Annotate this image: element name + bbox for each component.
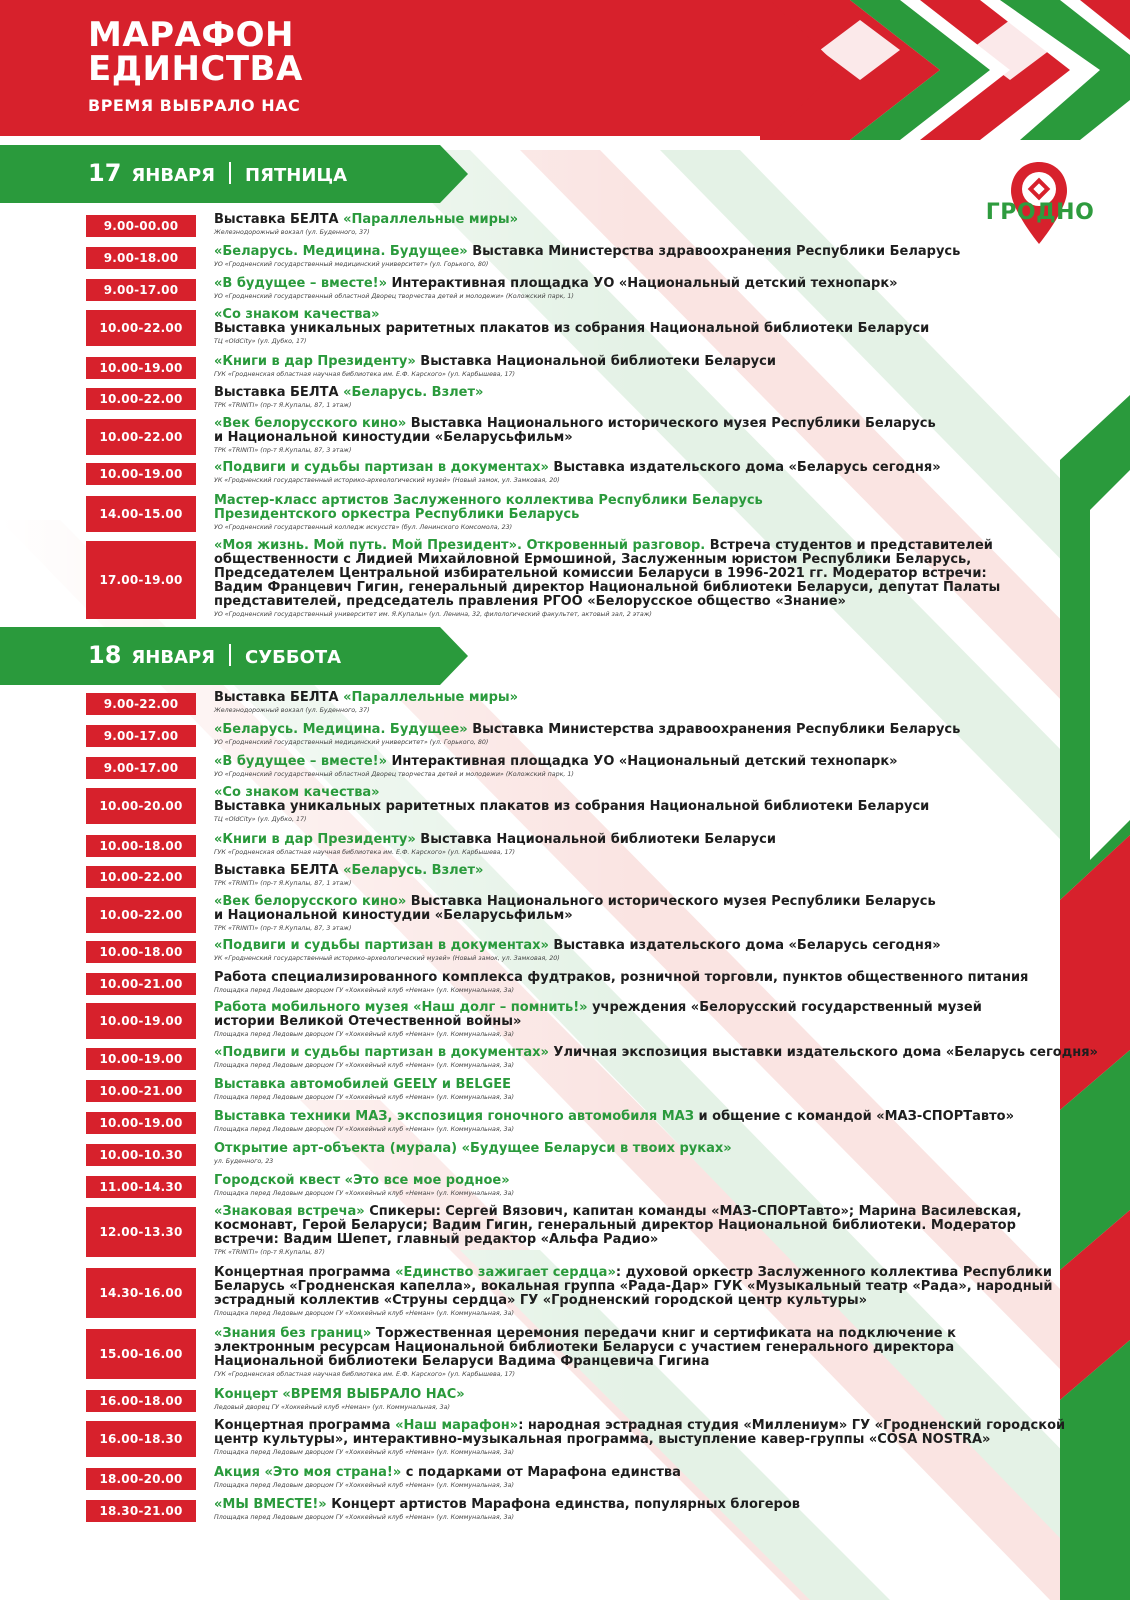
event-text: и Национальной киностудии «Беларусьфильм» xyxy=(214,430,573,445)
event-venue: УО «Гродненский государственный областной Дворец творчества детей и молодежи» (Коложский парк, 1) xyxy=(214,293,574,300)
event-text: учреждения «Белорусский государственный музей xyxy=(592,1000,982,1015)
event-venue: ГУК «Гродненская областная научная библиотека им. Е.Ф. Карского» (ул. Карбышева, 17) xyxy=(214,849,515,856)
event-description xyxy=(214,1110,1034,1134)
event-text: эстрадный коллектив «Струны сердца» ГУ «Гродненский городской центр культуры» xyxy=(214,1293,868,1308)
event-description xyxy=(214,1045,1098,1070)
event-time-badge: 16.00-18.30 xyxy=(86,1421,196,1457)
event-text-line xyxy=(214,971,1034,985)
event-time-badge: 9.00-00.00 xyxy=(86,215,196,237)
event-time-badge: 10.00-10.30 xyxy=(86,1144,196,1166)
event-description xyxy=(214,1205,1034,1257)
event-text: с подарками от Марафона единства xyxy=(405,1465,681,1480)
event-text-line xyxy=(214,1355,1034,1369)
event-text: общественности с Лидией Михайловной Ермошиной, Заслуженным юристом Республики Беларусь, xyxy=(214,552,972,567)
event-text-line xyxy=(214,1205,1034,1219)
event-text-line xyxy=(214,1001,1034,1015)
event-text: Концертная программа xyxy=(214,1418,396,1433)
event-text-line xyxy=(214,1279,1053,1294)
event-text: : народная эстрадная студия «Миллениум» ГУ «Гродненский городской xyxy=(518,1418,1066,1433)
event-text: центр культуры», интерактивно-музыкальная программа, выступление кавер-группы «COSA NOSTRA» xyxy=(214,1432,991,1447)
event-venue: Площадка перед Ледовым дворцом ГУ «Хоккейный клуб «Неман» (ул. Коммунальная, 3а) xyxy=(214,1062,514,1069)
event-text-line xyxy=(214,895,1034,909)
event-text-line xyxy=(214,1045,1098,1060)
event-time-badge: 15.00-16.00 xyxy=(86,1329,196,1379)
event-text-line xyxy=(214,1233,1034,1247)
event-text-line xyxy=(214,723,1034,737)
event-text-line xyxy=(214,539,1034,553)
event-text-line xyxy=(214,1466,1034,1480)
event-time-badge: 10.00-20.00 xyxy=(86,788,196,824)
event-description xyxy=(214,1265,1053,1318)
event-highlight-text: «Беларусь. Медицина. Будущее» xyxy=(214,722,473,737)
event-venue: Площадка перед Ледовым дворцом ГУ «Хоккейный клуб «Неман» (ул. Коммунальная, 3а) xyxy=(214,1449,514,1456)
event-highlight-text: «Со знаком качества» xyxy=(214,307,380,322)
event-text-line xyxy=(214,833,1034,847)
event-text: электронным ресурсам Национальной библиотеки Беларуси с участием генерального директора xyxy=(214,1340,955,1355)
event-time-badge: 9.00-22.00 xyxy=(86,693,196,715)
event-venue: УО «Гродненский государственный областной Дворец творчества детей и молодежи» (Коложский парк, 1) xyxy=(214,771,574,778)
event-venue: ТЦ «OldCity» (ул. Дубко, 17) xyxy=(214,338,307,345)
event-time-badge: 10.00-21.00 xyxy=(86,1080,196,1102)
event-text: Выставка БЕЛТА xyxy=(214,212,344,227)
event-time-badge: 10.00-21.00 xyxy=(86,973,196,995)
event-highlight-text: Акция «Это моя страна!» xyxy=(214,1465,406,1480)
event-text: встречи: Вадим Шепет, главный редактор «Альфа Радио» xyxy=(214,1232,659,1247)
event-text-line xyxy=(214,386,1034,400)
event-text-line xyxy=(214,461,1034,475)
event-text: Национальной библиотеки Беларуси Вадима Францевича Гигина xyxy=(214,1354,710,1369)
event-time-badge: 18.30-21.00 xyxy=(86,1500,196,1522)
event-description xyxy=(214,691,1034,715)
event-description xyxy=(214,461,1034,485)
event-text-line xyxy=(214,1418,1066,1433)
event-highlight-text: Президентского оркестра Республики Беларусь xyxy=(214,507,580,522)
event-venue: УК «Гродненский государственный историко-археологический музей» (Новый замок, ул. Замковая, 20) xyxy=(214,477,560,484)
event-text: космонавт, Герой Беларуси; Вадим Гигин, генеральный директор Национальной библиотеки. Модератор xyxy=(214,1218,1016,1233)
event-text-line xyxy=(214,1174,1034,1188)
event-venue: Площадка перед Ледовым дворцом ГУ «Хоккейный клуб «Неман» (ул. Коммунальная, 3а) xyxy=(214,1094,514,1101)
event-text: представителей, председатель правления РГОО «Белорусское общество «Знание» xyxy=(214,594,846,609)
event-time-badge: 10.00-22.00 xyxy=(86,310,196,346)
event-time-badge: 12.00-13.30 xyxy=(86,1207,196,1257)
event-highlight-text: «Знаковая встреча» xyxy=(214,1204,370,1219)
event-highlight-text: Открытие арт-объекта (мурала) «Будущее Беларуси в твоих руках» xyxy=(214,1141,732,1156)
event-description xyxy=(214,1466,1034,1490)
event-text-line xyxy=(214,1388,1034,1402)
event-highlight-text: «Знания без границ» xyxy=(214,1326,376,1341)
event-time-badge: 10.00-22.00 xyxy=(86,897,196,933)
event-time-badge: 10.00-18.00 xyxy=(86,835,196,857)
event-venue: Ледовый дворец ГУ «Хоккейный клуб «Неман» (ул. Коммунальная, 3а) xyxy=(214,1404,450,1411)
event-text-line xyxy=(214,245,1034,259)
event-text: Интерактивная площадка УО «Национальный детский технопарк» xyxy=(391,754,898,769)
event-highlight-text: «Подвиги и судьбы партизан в документах» xyxy=(214,460,554,475)
event-time-badge: 10.00-22.00 xyxy=(86,388,196,410)
event-time-badge: 10.00-19.00 xyxy=(86,463,196,485)
event-text-line xyxy=(214,567,1034,581)
event-text: Беларусь «Гродненская капелла», вокальная группа «Рада-Дар» ГУК «Музыкальный театр «Рада», народный xyxy=(214,1279,1053,1294)
event-description xyxy=(214,723,1034,747)
event-highlight-text: «Параллельные миры» xyxy=(343,690,519,705)
logo-city-name: ГРОДНО xyxy=(985,200,1095,225)
day-number: 17 xyxy=(88,159,122,187)
event-time-badge: 9.00-17.00 xyxy=(86,757,196,779)
event-time-badge: 10.00-19.00 xyxy=(86,1048,196,1070)
event-text-line xyxy=(214,1015,1034,1029)
event-description xyxy=(214,895,1034,933)
event-description xyxy=(214,1498,1034,1522)
event-text: Уличная экспозиция выставки издательского дома «Беларусь сегодня» xyxy=(553,1045,1098,1060)
day-weekday: ПЯТНИЦА xyxy=(245,165,348,186)
event-text-line xyxy=(214,431,1034,445)
event-text: Выставка Национальной библиотеки Беларуси xyxy=(420,354,776,369)
event-text: Торжественная церемония передачи книг и сертификата на подключение к xyxy=(375,1326,956,1341)
event-text-line xyxy=(214,1078,1034,1092)
event-text: Выставка Национального исторического музея Республики Беларусь xyxy=(410,894,936,909)
event-text-line xyxy=(214,1327,1034,1341)
event-text: Выставка Национальной библиотеки Беларуси xyxy=(420,832,776,847)
event-time-badge: 18.00-20.00 xyxy=(86,1468,196,1490)
event-venue: Площадка перед Ледовым дворцом ГУ «Хоккейный клуб «Неман» (ул. Коммунальная, 3а) xyxy=(214,1482,514,1489)
event-highlight-text: «Единство зажигает сердца» xyxy=(395,1265,616,1280)
event-venue: Площадка перед Ледовым дворцом ГУ «Хоккейный клуб «Неман» (ул. Коммунальная, 3а) xyxy=(214,1190,514,1197)
event-highlight-text: «В будущее – вместе!» xyxy=(214,754,392,769)
event-text: : духовой оркестр Заслуженного коллектива Республики xyxy=(615,1265,1052,1280)
event-text: Выставка Национального исторического музея Республики Беларусь xyxy=(410,416,936,431)
event-text: Выставка БЕЛТА xyxy=(214,863,344,878)
event-text: Концерт артистов Марафона единства, популярных блогеров xyxy=(331,1497,801,1512)
event-venue: ТРК «TRINITI» (пр-т Я.Купалы, 87, 1 этаж) xyxy=(214,402,352,409)
event-description xyxy=(214,939,1034,963)
grodno-logo xyxy=(975,160,1105,250)
event-text-line xyxy=(214,800,1034,814)
event-text-line xyxy=(214,691,1034,705)
event-highlight-text: «Беларусь. Взлет» xyxy=(343,385,484,400)
event-text-line xyxy=(214,1498,1034,1512)
header xyxy=(0,0,820,135)
event-text-line xyxy=(214,1219,1034,1233)
event-venue: УО «Гродненский государственный медицинский университет» (ул. Горького, 80) xyxy=(214,261,489,268)
event-text: Выставка уникальных раритетных плакатов из собрания Национальной библиотеки Беларуси xyxy=(214,799,930,814)
day-number: 18 xyxy=(88,641,122,669)
event-time-badge: 14.00-15.00 xyxy=(86,496,196,532)
event-description xyxy=(214,1001,1034,1039)
event-description xyxy=(214,1327,1034,1379)
event-highlight-text: «Наш марафон» xyxy=(395,1418,519,1433)
event-highlight-text: «Моя жизнь. Мой путь. Мой Президент». Откровенный разговор. xyxy=(214,538,710,553)
day-month: ЯНВАРЯ xyxy=(131,647,216,668)
event-highlight-text: «Век белорусского кино» xyxy=(214,894,411,909)
title-line-1: МАРАФОН xyxy=(88,15,294,55)
event-text: Интерактивная площадка УО «Национальный детский технопарк» xyxy=(391,276,898,291)
event-text: Выставка уникальных раритетных плакатов из собрания Национальной библиотеки Беларуси xyxy=(214,321,930,336)
event-venue: ГУК «Гродненская областная научная библиотека им. Е.Ф. Карского» (ул. Карбышева, 17) xyxy=(214,1371,515,1378)
event-description xyxy=(214,213,1034,237)
day-separator xyxy=(229,644,231,666)
event-venue: ТРК «TRINITI» (пр-т Я.Купалы, 87, 3 этаж) xyxy=(214,925,352,932)
event-highlight-text: «Параллельные миры» xyxy=(343,212,519,227)
event-highlight-text: «Подвиги и судьбы партизан в документах» xyxy=(214,1045,554,1060)
event-text-line xyxy=(214,1294,1034,1308)
event-text-line xyxy=(214,553,1034,567)
event-description xyxy=(214,1388,1034,1412)
event-venue: Площадка перед Ледовым дворцом ГУ «Хоккейный клуб «Неман» (ул. Коммунальная, 3а) xyxy=(214,1514,514,1521)
event-time-badge: 11.00-14.30 xyxy=(86,1176,196,1198)
event-time-badge: 9.00-17.00 xyxy=(86,279,196,301)
event-highlight-text: Выставка автомобилей GEELY и BELGEE xyxy=(214,1077,511,1092)
event-text: Выставка Министерства здравоохранения Республики Беларусь xyxy=(472,722,961,737)
event-highlight-text: Работа мобильного музея «Наш долг – помнить!» xyxy=(214,1000,593,1015)
page-subtitle: ВРЕМЯ ВЫБРАЛО НАС xyxy=(88,96,301,115)
event-text-line xyxy=(214,1110,1034,1124)
event-text: Выставка БЕЛТА xyxy=(214,690,344,705)
event-text-line xyxy=(214,939,1034,953)
event-highlight-text: «МЫ ВМЕСТЕ!» xyxy=(214,1497,332,1512)
event-highlight-text: «Книги в дар Президенту» xyxy=(214,354,421,369)
event-highlight-text: Городской квест «Это все мое родное» xyxy=(214,1173,510,1188)
event-venue: ул. Буденного, 23 xyxy=(214,1158,274,1165)
event-description xyxy=(214,417,1034,455)
event-text-line xyxy=(214,277,1034,291)
day-header-18 xyxy=(0,627,470,685)
event-text-line xyxy=(214,1433,1034,1447)
event-highlight-text: «Беларусь. Взлет» xyxy=(343,863,484,878)
event-venue: ТРК «TRINITI» (пр-т Я.Купалы, 87, 3 этаж) xyxy=(214,447,352,454)
event-description xyxy=(214,1418,1066,1457)
event-text: и Национальной киностудии «Беларусьфильм» xyxy=(214,908,573,923)
event-time-badge: 14.30-16.00 xyxy=(86,1268,196,1318)
event-highlight-text: «Со знаком качества» xyxy=(214,785,380,800)
event-description xyxy=(214,786,1034,824)
event-highlight-text: «Век белорусского кино» xyxy=(214,416,411,431)
event-text-line xyxy=(214,213,1034,227)
event-text: Концертная программа xyxy=(214,1265,396,1280)
event-highlight-text: Мастер-класс артистов Заслуженного коллектива Республики Беларусь xyxy=(214,493,763,508)
event-time-badge: 16.00-18.00 xyxy=(86,1390,196,1412)
event-text-line xyxy=(214,786,1034,800)
event-description xyxy=(214,755,1034,779)
event-time-badge: 10.00-19.00 xyxy=(86,1112,196,1134)
event-text-line xyxy=(214,755,1034,769)
title-line-2: ЕДИНСТВА xyxy=(88,49,303,89)
day-month: ЯНВАРЯ xyxy=(131,165,216,186)
event-venue: УО «Гродненский государственный колледж искусств» (бул. Ленинского Комсомола, 23) xyxy=(214,524,513,531)
event-text-line xyxy=(214,1265,1052,1280)
event-description xyxy=(214,833,1034,857)
event-text-line xyxy=(214,355,1034,369)
event-time-badge: 17.00-19.00 xyxy=(86,541,196,619)
event-description xyxy=(214,1078,1034,1102)
event-venue: Площадка перед Ледовым дворцом ГУ «Хоккейный клуб «Неман» (ул. Коммунальная, 3а) xyxy=(214,1031,514,1038)
event-description xyxy=(214,245,1034,269)
event-text: Спикеры: Сергей Вязович, капитан команды «МАЗ-СПОРТавто»; Марина Василевская, xyxy=(369,1204,1022,1219)
event-text: Встреча студентов и представителей xyxy=(709,538,993,553)
event-venue: Площадка перед Ледовым дворцом ГУ «Хоккейный клуб «Неман» (ул. Коммунальная, 3а) xyxy=(214,987,514,994)
event-description xyxy=(214,1174,1034,1198)
event-description xyxy=(214,971,1034,995)
event-venue: ТЦ «OldCity» (ул. Дубко, 17) xyxy=(214,816,307,823)
event-highlight-text: Концерт «ВРЕМЯ ВЫБРАЛО НАС» xyxy=(214,1387,465,1402)
event-time-badge: 10.00-18.00 xyxy=(86,941,196,963)
event-text: и общение с командой «МАЗ-СПОРТавто» xyxy=(698,1109,1014,1124)
event-venue: УК «Гродненский государственный историко-археологический музей» (Новый замок, ул. Замковая, 20) xyxy=(214,955,560,962)
event-venue: ГУК «Гродненская областная научная библиотека им. Е.Ф. Карского» (ул. Карбышева, 17) xyxy=(214,371,515,378)
event-text: Выставка БЕЛТА xyxy=(214,385,344,400)
event-text: Вадим Францевич Гигин, генеральный директор Национальной библиотеки Беларуси, депутат Палаты xyxy=(214,580,1001,595)
day-header-17 xyxy=(0,145,470,203)
day-separator xyxy=(229,162,231,184)
event-venue: УО «Гродненский государственный университет им. Я.Купалы» (ул. Ленина, 32, филологический факультет, актовый зал, 2 этаж) xyxy=(214,611,652,618)
event-description xyxy=(214,1142,1034,1166)
event-time-badge: 10.00-22.00 xyxy=(86,866,196,888)
event-highlight-text: «Подвиги и судьбы партизан в документах» xyxy=(214,938,554,953)
event-text: истории Великой Отечественной войны» xyxy=(214,1014,522,1029)
event-highlight-text: «Беларусь. Медицина. Будущее» xyxy=(214,244,473,259)
event-venue: УО «Гродненский государственный медицинский университет» (ул. Горького, 80) xyxy=(214,739,489,746)
event-text: Выставка Министерства здравоохранения Республики Беларусь xyxy=(472,244,961,259)
event-description xyxy=(214,539,1034,619)
event-description xyxy=(214,277,1034,301)
event-description xyxy=(214,494,1034,532)
event-venue: ТРК «TRINITI» (пр-т Я.Купалы, 87) xyxy=(214,1249,325,1256)
event-highlight-text: «В будущее – вместе!» xyxy=(214,276,392,291)
event-venue: Площадка перед Ледовым дворцом ГУ «Хоккейный клуб «Неман» (ул. Коммунальная, 3а) xyxy=(214,1310,514,1317)
event-text-line xyxy=(214,494,1034,508)
event-text-line xyxy=(214,508,1034,522)
event-text: Работа специализированного комплекса фудтраков, розничной торговли, пунктов общественного питания xyxy=(214,970,1029,985)
event-text-line xyxy=(214,864,1034,878)
event-venue: Железнодорожный вокзал (ул. Буденного, 37) xyxy=(214,707,370,714)
page-title xyxy=(88,15,303,89)
event-time-badge: 10.00-19.00 xyxy=(86,357,196,379)
event-highlight-text: «Книги в дар Президенту» xyxy=(214,832,421,847)
event-time-badge: 10.00-19.00 xyxy=(86,1003,196,1039)
event-time-badge: 10.00-22.00 xyxy=(86,419,196,455)
event-text-line xyxy=(214,581,1034,595)
event-text-line xyxy=(214,417,1034,431)
event-description xyxy=(214,308,1034,346)
event-text: Выставка издательского дома «Беларусь сегодня» xyxy=(553,460,941,475)
event-description xyxy=(214,864,1034,888)
event-text-line xyxy=(214,1142,1034,1156)
event-text: Выставка издательского дома «Беларусь сегодня» xyxy=(553,938,941,953)
event-text: Председателем Центральной избирательной комиссии Беларуси в 1996-2021 гг. Модератор встречи: xyxy=(214,566,987,581)
event-time-badge: 9.00-18.00 xyxy=(86,247,196,269)
event-text-line xyxy=(214,308,1034,322)
event-venue: Площадка перед Ледовым дворцом ГУ «Хоккейный клуб «Неман» (ул. Коммунальная, 3а) xyxy=(214,1126,514,1133)
event-text-line xyxy=(214,322,1034,336)
event-venue: ТРК «TRINITI» (пр-т Я.Купалы, 87, 1 этаж) xyxy=(214,880,352,887)
event-text-line xyxy=(214,909,1034,923)
event-text-line xyxy=(214,1341,1034,1355)
event-text-line xyxy=(214,595,1034,609)
event-description xyxy=(214,355,1034,379)
event-highlight-text: Выставка техники МАЗ, экспозиция гоночного автомобиля МАЗ xyxy=(214,1109,699,1124)
event-venue: Железнодорожный вокзал (ул. Буденного, 37) xyxy=(214,229,370,236)
event-description xyxy=(214,386,1034,410)
day-weekday: СУББОТА xyxy=(245,647,342,668)
event-time-badge: 9.00-17.00 xyxy=(86,725,196,747)
